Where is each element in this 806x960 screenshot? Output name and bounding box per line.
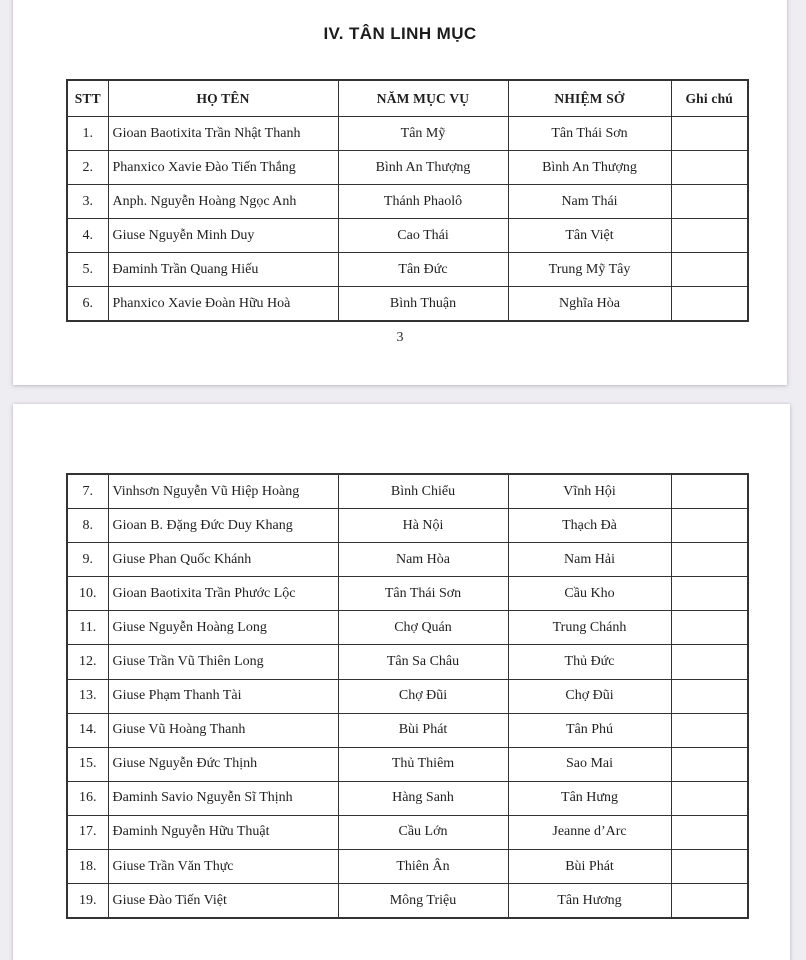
cell-nhiem-so: Tân Hưng [508, 781, 671, 815]
column-header-ho-ten: HỌ TÊN [108, 80, 338, 117]
cell-ho-ten: Giuse Nguyễn Minh Duy [108, 219, 338, 253]
cell-nam-muc-vu: Mông Triệu [338, 884, 508, 919]
cell-ho-ten: Gioan B. Đặng Đức Duy Khang [108, 509, 338, 543]
cell-ho-ten: Đaminh Trần Quang Hiếu [108, 253, 338, 287]
table-row [67, 185, 748, 219]
cell-ho-ten: Đaminh Savio Nguyễn Sĩ Thịnh [108, 781, 338, 815]
cell-nam-muc-vu: Nam Hòa [338, 543, 508, 577]
table-row [67, 850, 748, 884]
cell-ho-ten: Phanxico Xavie Đào Tiến Thắng [108, 151, 338, 185]
cell-ghi-chu [671, 185, 748, 219]
cell-ho-ten: Giuse Trần Vũ Thiên Long [108, 645, 338, 679]
cell-ghi-chu [671, 577, 748, 611]
table-row [67, 287, 748, 322]
cell-ghi-chu [671, 543, 748, 577]
cell-nhiem-so: Tân Phú [508, 713, 671, 747]
cell-ghi-chu [671, 850, 748, 884]
cell-stt: 3. [67, 185, 108, 219]
table-row [67, 219, 748, 253]
cell-ho-ten: Phanxico Xavie Đoàn Hữu Hoà [108, 287, 338, 322]
cell-stt: 2. [67, 151, 108, 185]
cell-nam-muc-vu: Bình An Thượng [338, 151, 508, 185]
cell-nam-muc-vu: Bình Thuận [338, 287, 508, 322]
priests-table-page1 [66, 79, 749, 322]
column-header-nhiem-so: NHIỆM SỞ [508, 80, 671, 117]
cell-ho-ten: Gioan Baotixita Trần Nhật Thanh [108, 117, 338, 151]
cell-ho-ten: Giuse Trần Văn Thực [108, 850, 338, 884]
cell-ho-ten: Giuse Phan Quốc Khánh [108, 543, 338, 577]
cell-stt: 6. [67, 287, 108, 322]
table-row [67, 509, 748, 543]
table-row [67, 543, 748, 577]
cell-stt: 11. [67, 611, 108, 645]
cell-nam-muc-vu: Tân Thái Sơn [338, 577, 508, 611]
cell-stt: 16. [67, 781, 108, 815]
cell-ghi-chu [671, 781, 748, 815]
table-row [67, 645, 748, 679]
section-title: IV. TÂN LINH MỤC [323, 24, 477, 43]
cell-nhiem-so: Nam Hải [508, 543, 671, 577]
table-row [67, 679, 748, 713]
table-row [67, 884, 748, 919]
page-1 [13, 0, 787, 385]
cell-nam-muc-vu: Bình Chiểu [338, 474, 508, 509]
cell-ghi-chu [671, 884, 748, 919]
cell-nam-muc-vu: Tân Đức [338, 253, 508, 287]
column-header-ghi-chu: Ghi chú [671, 80, 748, 117]
cell-ghi-chu [671, 815, 748, 849]
cell-ho-ten: Anph. Nguyễn Hoàng Ngọc Anh [108, 185, 338, 219]
cell-stt: 9. [67, 543, 108, 577]
table-row [67, 611, 748, 645]
column-header-stt: STT [67, 80, 108, 117]
cell-nhiem-so: Nghĩa Hòa [508, 287, 671, 322]
table-row [67, 577, 748, 611]
cell-nhiem-so: Thạch Đà [508, 509, 671, 543]
cell-stt: 18. [67, 850, 108, 884]
cell-nhiem-so: Tân Hương [508, 884, 671, 919]
cell-ghi-chu [671, 713, 748, 747]
table-row [67, 713, 748, 747]
cell-ho-ten: Giuse Vũ Hoàng Thanh [108, 713, 338, 747]
cell-ghi-chu [671, 151, 748, 185]
cell-ghi-chu [671, 747, 748, 781]
cell-nhiem-so: Jeanne d’Arc [508, 815, 671, 849]
cell-nam-muc-vu: Chợ Quán [338, 611, 508, 645]
cell-ghi-chu [671, 474, 748, 509]
table-row [67, 781, 748, 815]
cell-ho-ten: Giuse Nguyễn Đức Thịnh [108, 747, 338, 781]
table-row [67, 117, 748, 151]
cell-nam-muc-vu: Cầu Lớn [338, 815, 508, 849]
cell-nhiem-so: Tân Thái Sơn [508, 117, 671, 151]
cell-ghi-chu [671, 117, 748, 151]
cell-nhiem-so: Sao Mai [508, 747, 671, 781]
cell-nam-muc-vu: Cao Thái [338, 219, 508, 253]
table-row [67, 151, 748, 185]
cell-nhiem-so: Nam Thái [508, 185, 671, 219]
cell-stt: 17. [67, 815, 108, 849]
table-header-row [67, 80, 748, 117]
cell-ho-ten: Giuse Đào Tiến Việt [108, 884, 338, 919]
cell-stt: 13. [67, 679, 108, 713]
cell-nhiem-so: Cầu Kho [508, 577, 671, 611]
cell-stt: 12. [67, 645, 108, 679]
cell-nhiem-so: Vĩnh Hội [508, 474, 671, 509]
cell-nhiem-so: Tân Việt [508, 219, 671, 253]
table-row [67, 474, 748, 509]
cell-ho-ten: Vinhsơn Nguyễn Vũ Hiệp Hoàng [108, 474, 338, 509]
cell-ghi-chu [671, 219, 748, 253]
cell-stt: 14. [67, 713, 108, 747]
cell-stt: 15. [67, 747, 108, 781]
page-2 [13, 404, 790, 960]
cell-nhiem-so: Bùi Phát [508, 850, 671, 884]
cell-ghi-chu [671, 287, 748, 322]
cell-stt: 7. [67, 474, 108, 509]
cell-stt: 10. [67, 577, 108, 611]
priests-table-page2 [66, 473, 749, 919]
cell-ghi-chu [671, 509, 748, 543]
table-row [67, 253, 748, 287]
cell-nam-muc-vu: Tân Mỹ [338, 117, 508, 151]
cell-nhiem-so: Trung Mỹ Tây [508, 253, 671, 287]
cell-nhiem-so: Trung Chánh [508, 611, 671, 645]
cell-nhiem-so: Thủ Đức [508, 645, 671, 679]
cell-ho-ten: Gioan Baotixita Trần Phước Lộc [108, 577, 338, 611]
cell-ho-ten: Đaminh Nguyễn Hữu Thuật [108, 815, 338, 849]
cell-nhiem-so: Chợ Đũi [508, 679, 671, 713]
cell-nhiem-so: Bình An Thượng [508, 151, 671, 185]
cell-nam-muc-vu: Chợ Đũi [338, 679, 508, 713]
cell-nam-muc-vu: Tân Sa Châu [338, 645, 508, 679]
cell-ghi-chu [671, 645, 748, 679]
cell-nam-muc-vu: Hàng Sanh [338, 781, 508, 815]
cell-ghi-chu [671, 611, 748, 645]
cell-nam-muc-vu: Thiên Ân [338, 850, 508, 884]
cell-ghi-chu [671, 679, 748, 713]
cell-nam-muc-vu: Thủ Thiêm [338, 747, 508, 781]
cell-ho-ten: Giuse Phạm Thanh Tài [108, 679, 338, 713]
table-row [67, 747, 748, 781]
cell-stt: 8. [67, 509, 108, 543]
cell-nam-muc-vu: Thánh Phaolô [338, 185, 508, 219]
cell-nam-muc-vu: Hà Nội [338, 509, 508, 543]
cell-nam-muc-vu: Bùi Phát [338, 713, 508, 747]
cell-stt: 1. [67, 117, 108, 151]
cell-ghi-chu [671, 253, 748, 287]
column-header-nam-muc-vu: NĂM MỤC VỤ [338, 80, 508, 117]
page-number: 3 [396, 330, 404, 345]
cell-stt: 19. [67, 884, 108, 919]
cell-stt: 5. [67, 253, 108, 287]
cell-ho-ten: Giuse Nguyễn Hoàng Long [108, 611, 338, 645]
cell-stt: 4. [67, 219, 108, 253]
table-row [67, 815, 748, 849]
